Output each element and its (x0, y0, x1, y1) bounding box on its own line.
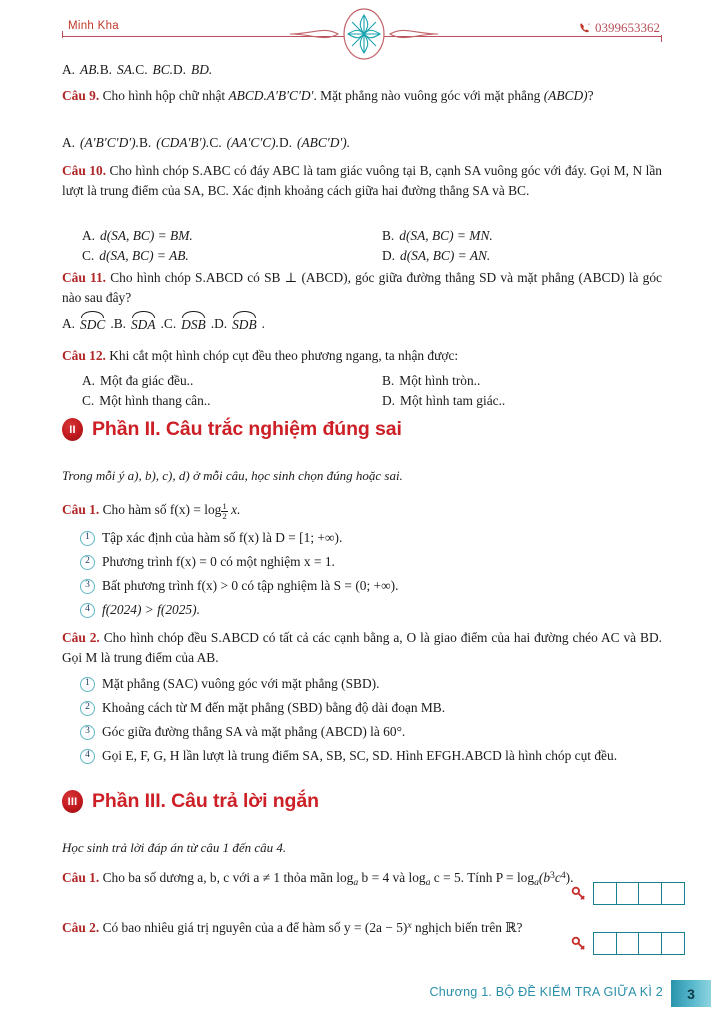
part-3-note: Học sinh trả lời đáp án từ câu 1 đến câu 4. (62, 840, 287, 855)
question-10 (62, 161, 662, 200)
phone-icon (579, 22, 591, 34)
part-2-question-1 (62, 500, 662, 521)
question-9-text-1: Cho hình hộp chữ nhật (102, 88, 229, 103)
answer-box[interactable] (661, 882, 685, 905)
question-11-options (62, 314, 662, 335)
part-2-heading (62, 418, 402, 441)
footer-chapter-text: Chương 1. BỘ ĐỀ KIỂM TRA GIỮA KÌ 2 (429, 985, 663, 999)
page-header (62, 12, 662, 58)
question-9-options (62, 133, 662, 153)
statement-number-circle: 1 (80, 677, 95, 692)
statement-number-circle: 4 (80, 749, 95, 764)
statement-text: f(2024) > f(2025). (102, 602, 200, 617)
question-9-math-2: (ABCD) (543, 88, 588, 103)
part-3-q1-sup-1: 3 (550, 870, 555, 881)
part-2-note: Trong mỗi ý a), b), c), d) ở mỗi câu, học sinh chọn đúng hoặc sai. (62, 468, 403, 483)
option-c[interactable]: C. DSB . (164, 314, 214, 335)
part-2-badge: II (62, 418, 83, 441)
question-11-label: Câu 11. (62, 270, 107, 285)
question-9 (62, 86, 662, 106)
statement-item (80, 528, 670, 548)
question-12-text: Khi cắt một hình chóp cụt đều theo phương ngang, ta nhận được: (109, 348, 459, 363)
header-phone-number: 0399653362 (595, 20, 660, 35)
statement-item (80, 674, 670, 694)
page-footer (0, 980, 725, 1008)
answer-box[interactable] (616, 932, 640, 955)
option-d[interactable]: D. d(SA, BC) = AN. (382, 247, 491, 263)
option-a[interactable]: A. SDC . (62, 314, 114, 335)
part-3-q1-sub-2: a (425, 876, 431, 888)
part-2-question-2 (62, 628, 662, 667)
part-3-title: Phần III. Câu trả lời ngắn (92, 790, 319, 812)
part-2-question-1-text-end: x. (231, 502, 241, 517)
question-10-text: Cho hình chóp S.ABC có đáy ABC là tam giác vuông tại B, cạnh SA vuông góc với đáy. Gọi M, N lần lượt là trung điểm của SA, BC. Xác định khoảng cách giữa hai đường thẳng SA và BC. (62, 163, 662, 198)
part-2-question-1-text: Cho hàm số f(x) = log (102, 502, 222, 517)
part-3-q1-text-5: c (554, 870, 561, 886)
statement-number-circle: 2 (80, 701, 95, 716)
part-3-badge: III (62, 790, 83, 813)
answer-box[interactable] (638, 882, 662, 905)
answer-boxes (593, 932, 685, 955)
key-icon (571, 936, 586, 951)
option-a[interactable]: A. d(SA, BC) = BM. (82, 228, 193, 243)
part-3-q1-text-2: b = 4 và log (358, 870, 426, 886)
answer-box[interactable] (593, 882, 617, 905)
option-d[interactable]: D. Một hình tam giác.. (382, 392, 506, 408)
statement-item (80, 552, 670, 572)
answer-box[interactable] (593, 932, 617, 955)
option-d[interactable]: D. (ABC′D′). (279, 135, 351, 150)
part-3-question-2-label: Câu 2. (62, 920, 100, 936)
option-a[interactable]: A. Một đa giác đều.. (82, 373, 194, 388)
log-base-fraction: $\frac{1}{2}$ (222, 501, 227, 522)
header-phone (579, 20, 660, 36)
option-b[interactable]: B. (CDA′B′). (138, 135, 210, 150)
answer-boxes (593, 882, 685, 905)
option-d[interactable]: D. BD. (173, 62, 213, 77)
option-b[interactable]: B. SA. (99, 62, 136, 77)
statement-text: Tập xác định của hàm số f(x) là D = [1; +∞). (102, 530, 343, 545)
option-d[interactable]: D. SDB . (214, 314, 265, 335)
statement-text: Bất phương trình f(x) > 0 có tập nghiệm là S = (0; +∞). (102, 578, 399, 593)
q8-options (62, 60, 662, 80)
question-9-label: Câu 9. (62, 88, 100, 103)
statement-item (80, 698, 670, 718)
option-c[interactable]: C. d(SA, BC) = AB. (82, 247, 189, 263)
statement-number-circle: 3 (80, 579, 95, 594)
answer-box[interactable] (638, 932, 662, 955)
statement-text: Mặt phẳng (SAC) vuông góc với mặt phẳng (SBD). (102, 676, 380, 691)
part-3-q1-text-1: Cho ba số dương a, b, c với a ≠ 1 thỏa mãn log (102, 870, 354, 886)
question-11-text: Cho hình chóp S.ABCD có SB ⊥ (ABCD), góc giữa đường thẳng SD và mặt phẳng (ABCD) là góc nào sau đây? (62, 270, 662, 305)
question-10-label: Câu 10. (62, 163, 107, 178)
option-b[interactable]: B. d(SA, BC) = MN. (382, 228, 493, 243)
question-9-text-2: . Mặt phẳng nào vuông góc với mặt phẳng (313, 88, 544, 103)
part-2-question-1-label: Câu 1. (62, 502, 100, 517)
part-3-q1-sup-2: 4 (560, 870, 566, 881)
option-b[interactable]: B. Một hình tròn.. (382, 373, 481, 388)
part-3-q1-text-4: (b (538, 870, 551, 886)
part-2-title: Phần II. Câu trắc nghiệm đúng sai (92, 418, 402, 440)
key-icon (571, 886, 586, 901)
header-author: Minh Kha (68, 20, 119, 32)
part-3-q2-sup-1: x (407, 920, 412, 931)
star-ornament-icon (290, 8, 438, 60)
statement-text: Phương trình f(x) = 0 có một nghiệm x = 1. (102, 554, 335, 569)
footer-page-number: 3 (671, 980, 711, 1007)
statement-item (80, 600, 670, 620)
option-b[interactable]: B. SDA . (114, 314, 164, 335)
question-12-options (62, 371, 682, 410)
option-c[interactable]: C. Một hình thang cân.. (82, 392, 211, 408)
statement-number-circle: 3 (80, 725, 95, 740)
question-11 (62, 268, 662, 307)
statement-item (80, 746, 660, 766)
option-a[interactable]: A. (A′B′C′D′). (62, 135, 139, 150)
part-3-q1-text-6: ). (565, 870, 574, 886)
part-3-q1-sub-1: a (353, 876, 359, 888)
part-3-q2-text-1: Có bao nhiêu giá trị nguyên của a để hàm số y = (2a − 5) (102, 920, 408, 936)
option-c[interactable]: C. (AA′C′C). (209, 135, 279, 150)
statement-item (80, 722, 670, 742)
question-9-text-3: ? (587, 88, 594, 103)
statement-number-circle: 4 (80, 603, 95, 618)
question-10-options (62, 226, 682, 265)
statement-text: Góc giữa đường thẳng SA và mặt phẳng (ABCD) là 60°. (102, 724, 406, 739)
option-c[interactable]: C. BC. (135, 62, 174, 77)
part-3-q1-sub-3: a (534, 876, 539, 888)
part-3-question-1-label: Câu 1. (62, 870, 100, 886)
part-2-question-2-label: Câu 2. (62, 630, 100, 645)
part-3-q2-text-2: nghịch biến trên ℝ? (411, 920, 523, 936)
question-12 (62, 346, 662, 366)
question-12-label: Câu 12. (62, 348, 106, 363)
option-a[interactable]: A. AB. (62, 62, 100, 77)
statement-text: Khoảng cách từ M đến mặt phẳng (SBD) bằng độ dài đoạn MB. (102, 700, 446, 715)
statement-number-circle: 1 (80, 531, 95, 546)
statement-number-circle: 2 (80, 555, 95, 570)
question-9-math-1: ABCD.A′B′C′D′ (228, 88, 314, 103)
part-3-heading (62, 790, 319, 813)
part-3-question-2-answer (571, 932, 685, 955)
part-2-question-2-text: Cho hình chóp đều S.ABCD có tất cả các cạnh bằng a, O là giao điểm của hai đường chéo AC và BD. Gọi M là trung điểm của AB. (62, 630, 662, 665)
part-3-q1-text-3: c = 5. Tính P = log (430, 870, 535, 886)
part-3-question-1-answer (571, 882, 685, 905)
statement-text: Gọi E, F, G, H lần lượt là trung điểm SA, SB, SC, SD. Hình EFGH.ABCD là hình chóp cụt đều. (102, 748, 618, 763)
statement-item (80, 576, 670, 596)
answer-box[interactable] (616, 882, 640, 905)
answer-box[interactable] (661, 932, 685, 955)
